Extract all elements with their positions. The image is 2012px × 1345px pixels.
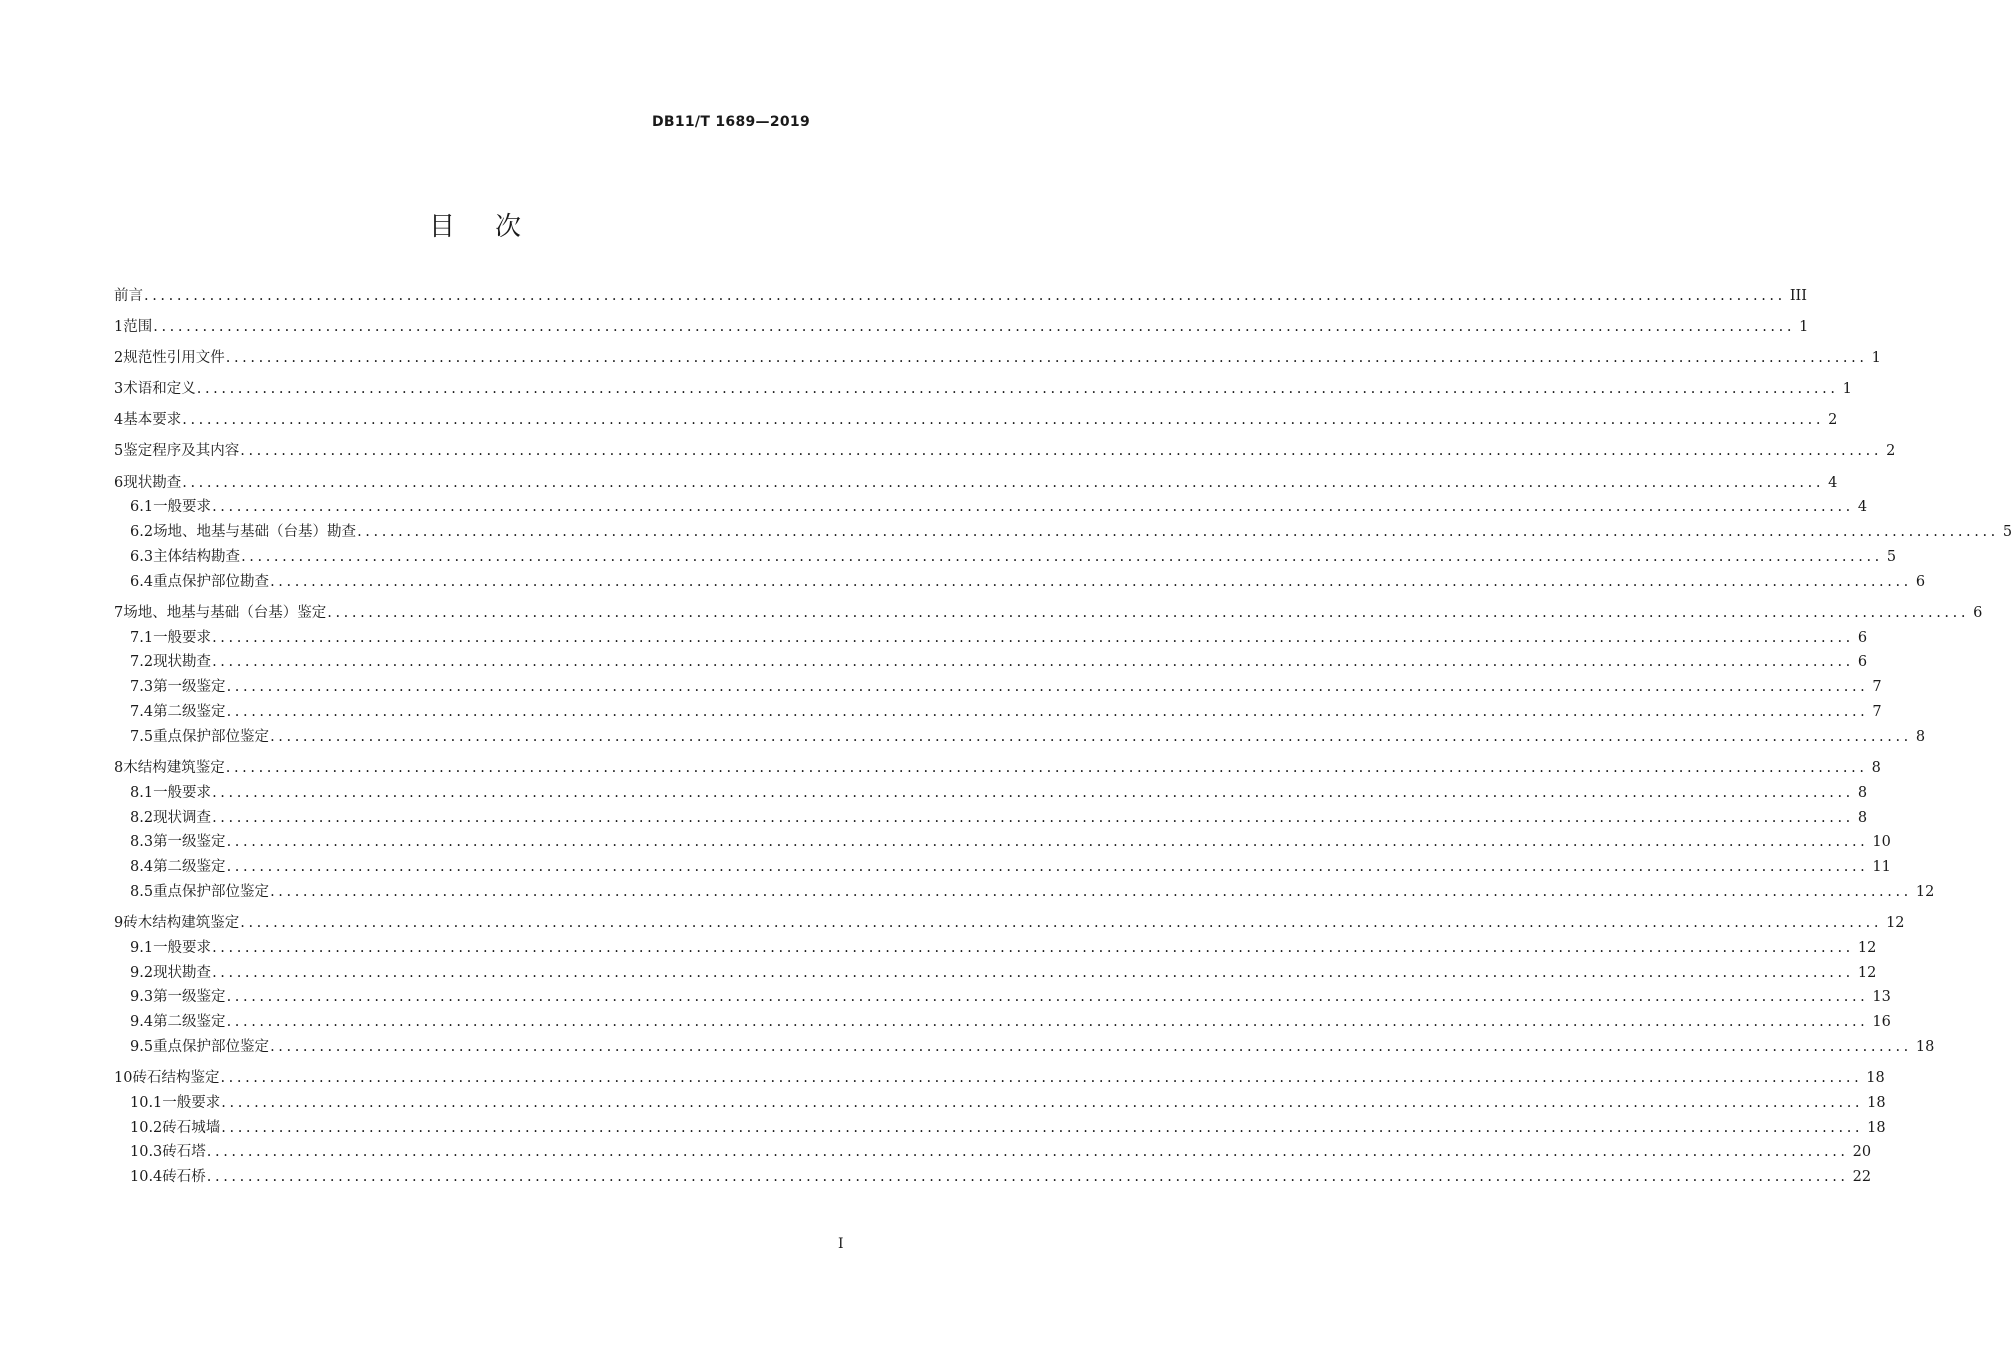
toc-entry-page: 18 — [1867, 1119, 1886, 1136]
toc-leader-dots: ........................................................................................................................................................................................................ — [144, 288, 1786, 304]
toc-entry-label: 现状勘查 — [153, 654, 212, 671]
toc-leader-dots: ........................................................................................................................................................................................................ — [240, 443, 1883, 460]
toc-entry-label: 术语和定义 — [123, 381, 196, 398]
toc-entry[interactable] — [114, 408, 1838, 433]
toc-leader-dots: ........................................................................................................................................................................................................ — [241, 548, 1883, 565]
toc-entry-page: 2 — [1886, 443, 1896, 460]
document-number: DB11/T 1689—2019 — [651, 114, 810, 130]
page-title: 目次 — [428, 212, 561, 242]
toc-leader-dots: ........................................................................................................................................................................................................ — [226, 859, 1869, 876]
toc-entry[interactable] — [114, 346, 1881, 371]
toc-entry[interactable] — [114, 756, 1881, 781]
toc-entry-page: 11 — [1872, 859, 1891, 876]
toc-entry-number: 6 — [114, 474, 124, 491]
toc-leader-dots: ........................................................................................................................................................................................................ — [212, 499, 1854, 516]
toc-entry[interactable] — [114, 471, 1838, 496]
toc-entry-number: 10.2 — [130, 1119, 163, 1136]
toc-entry[interactable] — [114, 1010, 1891, 1035]
toc-entry-number: 7 — [114, 604, 124, 621]
toc-entry-label: 一般要求 — [153, 499, 212, 516]
toc-entry-page: 22 — [1852, 1169, 1872, 1186]
toc-entry-label: 第一级鉴定 — [153, 834, 226, 851]
toc-entry-page: 7 — [1872, 679, 1882, 696]
toc-entry[interactable] — [114, 650, 1868, 675]
toc-entry-label: 现状勘查 — [123, 474, 182, 491]
toc-entry[interactable] — [114, 806, 1868, 831]
toc-entry-number: 7.3 — [130, 679, 154, 696]
toc-entry-label: 第一级鉴定 — [153, 989, 226, 1006]
toc-entry[interactable] — [114, 855, 1891, 880]
toc-entry-label: 前言 — [114, 288, 143, 304]
toc-entry-label: 范围 — [123, 319, 153, 336]
toc-leader-dots: ........................................................................................................................................................................................................ — [206, 1144, 1849, 1161]
toc-entry-page: 12 — [1857, 964, 1877, 981]
toc-entry-number: 8.2 — [130, 809, 154, 826]
toc-entry-page: 1 — [1799, 319, 1809, 336]
toc-leader-dots: ........................................................................................................................................................................................................ — [270, 728, 1912, 745]
toc-entry-page: 6 — [1973, 604, 1983, 621]
toc-entry-label: 重点保护部位勘查 — [153, 573, 270, 590]
toc-entry-number: 8.5 — [130, 883, 154, 900]
toc-entry[interactable] — [114, 545, 1897, 570]
toc-entry[interactable] — [114, 1116, 1886, 1141]
toc-leader-dots: ........................................................................................................................................................................................................ — [196, 381, 1839, 398]
toc-entry-number: 6.2 — [130, 524, 154, 541]
toc-entry-number: 9.4 — [130, 1014, 154, 1031]
toc-entry-number: 7.1 — [130, 629, 154, 646]
toc-leader-dots: ........................................................................................................................................................................................................ — [212, 654, 1854, 671]
toc-entry[interactable] — [114, 985, 1891, 1010]
toc-entry-page: 8 — [1871, 759, 1881, 776]
toc-entry-page: 8 — [1915, 728, 1926, 745]
toc-entry-label: 砖石塔 — [162, 1144, 206, 1161]
toc-entry-page: 4 — [1828, 474, 1838, 491]
toc-entry-label: 砖石桥 — [162, 1169, 206, 1186]
toc-entry[interactable] — [114, 520, 2012, 545]
toc-entry[interactable] — [114, 626, 1868, 651]
toc-leader-dots: ........................................................................................................................................................................................................ — [270, 573, 1912, 590]
toc-leader-dots: ........................................................................................................................................................................................................ — [212, 939, 1854, 956]
toc-entry[interactable] — [114, 700, 1882, 725]
toc-leader-dots: ........................................................................................................................................................................................................ — [226, 1014, 1869, 1031]
toc-entry[interactable] — [114, 284, 1808, 309]
toc-entry[interactable] — [114, 675, 1882, 700]
toc-entry-label: 第二级鉴定 — [153, 859, 226, 876]
toc-leader-dots: ........................................................................................................................................................................................................ — [212, 809, 1854, 826]
toc-entry[interactable] — [114, 570, 1926, 595]
toc-entry-page: 4 — [1857, 499, 1868, 516]
toc-entry[interactable] — [114, 377, 1852, 402]
toc-entry[interactable] — [114, 495, 1868, 520]
toc-entry-page: 8 — [1857, 809, 1868, 826]
toc-entry-page: 1 — [1871, 350, 1881, 367]
toc-entry-label: 现状调查 — [153, 809, 212, 826]
toc-entry-number: 6.3 — [130, 548, 154, 565]
toc-entry-label: 第一级鉴定 — [153, 679, 226, 696]
toc-leader-dots: ........................................................................................................................................................................................................ — [153, 319, 1796, 336]
toc-entry-page: 18 — [1915, 1038, 1935, 1055]
toc-entry-page: 6 — [1857, 629, 1868, 646]
toc-entry-label: 场地、地基与基础（台基）勘查 — [153, 524, 357, 541]
toc-entry-label: 重点保护部位鉴定 — [153, 728, 270, 745]
toc-entry-label: 场地、地基与基础（台基）鉴定 — [123, 604, 327, 621]
toc-entry-label: 主体结构勘查 — [153, 548, 241, 565]
toc-entry-number: 9.2 — [130, 964, 154, 981]
toc-entry-label: 一般要求 — [153, 939, 212, 956]
toc-entry[interactable] — [114, 1140, 1872, 1165]
toc-entry-label: 基本要求 — [123, 412, 182, 429]
toc-entry-page: 18 — [1867, 1094, 1886, 1111]
toc-leader-dots: ........................................................................................................................................................................................................ — [270, 883, 1912, 900]
toc-entry-label: 砖石城墙 — [162, 1119, 221, 1136]
toc-leader-dots: ........................................................................................................................................................................................................ — [226, 989, 1869, 1006]
toc-entry[interactable] — [114, 1035, 1935, 1060]
toc-entry-page: 16 — [1872, 1014, 1891, 1031]
toc-leader-dots: ........................................................................................................................................................................................................ — [357, 524, 1999, 541]
toc-entry-number: 6.1 — [130, 499, 154, 516]
toc-entry-number: 7.2 — [130, 654, 154, 671]
toc-leader-dots: ........................................................................................................................................................................................................ — [212, 964, 1854, 981]
toc-entry-number: 2 — [114, 350, 124, 367]
toc-leader-dots: ........................................................................................................................................................................................................ — [270, 1038, 1912, 1055]
toc-leader-dots: ........................................................................................................................................................................................................ — [182, 474, 1825, 491]
toc-entry-label: 一般要求 — [153, 784, 212, 801]
toc-entry-page: 13 — [1872, 989, 1891, 1006]
toc-entry[interactable] — [114, 911, 1905, 936]
toc-entry-page: 12 — [1857, 939, 1877, 956]
toc-entry-number: 8.1 — [130, 784, 154, 801]
toc-entry[interactable] — [114, 936, 1877, 961]
toc-entry-number: 9.3 — [130, 989, 154, 1006]
toc-entry-number: 9.5 — [130, 1038, 154, 1055]
toc-entry[interactable] — [114, 830, 1891, 855]
toc-entry-page: 1 — [1842, 381, 1852, 398]
toc-leader-dots: ........................................................................................................................................................................................................ — [220, 1070, 1863, 1087]
toc-entry-label: 砖木结构建筑鉴定 — [123, 915, 240, 931]
toc-leader-dots: ........................................................................................................................................................................................................ — [225, 350, 1868, 367]
toc-entry-page: 18 — [1866, 1070, 1885, 1087]
toc-entry-number: 7.5 — [130, 728, 154, 745]
toc-entry-label: 重点保护部位鉴定 — [153, 883, 270, 900]
toc-leader-dots: ........................................................................................................................................................................................................ — [206, 1169, 1849, 1186]
toc-entry-number: 8.4 — [130, 859, 154, 876]
toc-entry-number: 3 — [114, 381, 124, 398]
toc-entry-page: 10 — [1872, 834, 1891, 851]
toc-entry-number: 4 — [114, 412, 124, 429]
toc-entry-page: 5 — [1886, 548, 1897, 565]
toc-leader-dots: ........................................................................................................................................................................................................ — [221, 1094, 1864, 1111]
toc-entry-number: 8.3 — [130, 834, 154, 851]
toc-leader-dots: ........................................................................................................................................................................................................ — [226, 679, 1869, 696]
toc-entry-number: 10 — [114, 1070, 133, 1087]
toc-entry-label: 一般要求 — [153, 629, 212, 646]
toc-entry-page: 2 — [1828, 412, 1838, 429]
toc-entry[interactable] — [114, 1165, 1872, 1190]
toc-entry-page: 8 — [1857, 784, 1868, 801]
toc-entry[interactable] — [114, 601, 1983, 626]
toc-entry-number: 9 — [114, 915, 124, 931]
toc-entry-label: 一般要求 — [162, 1094, 221, 1111]
toc-entry-page: 7 — [1872, 704, 1882, 721]
toc-entry-label: 规范性引用文件 — [123, 350, 225, 367]
toc-entry[interactable] — [114, 439, 1896, 464]
toc-leader-dots: ........................................................................................................................................................................................................ — [221, 1119, 1864, 1136]
toc-entry-page: 6 — [1857, 654, 1868, 671]
toc-entry-number: 9.1 — [130, 939, 154, 956]
toc-entry-page: III — [1789, 288, 1808, 304]
toc-entry-number: 7.4 — [130, 704, 154, 721]
toc-entry-number: 6.4 — [130, 573, 154, 590]
toc-entry[interactable] — [114, 961, 1877, 986]
toc-entry[interactable] — [114, 781, 1868, 806]
page-number: I — [838, 1236, 844, 1252]
toc-entry[interactable] — [114, 880, 1935, 905]
toc-entry-number: 10.1 — [130, 1094, 163, 1111]
toc-entry-number: 10.3 — [130, 1144, 163, 1161]
toc-leader-dots: ........................................................................................................................................................................................................ — [212, 629, 1854, 646]
toc-entry[interactable] — [114, 315, 1809, 340]
toc-entry-label: 现状勘查 — [153, 964, 212, 981]
toc-leader-dots: ........................................................................................................................................................................................................ — [212, 784, 1854, 801]
toc-entry-number: 10.4 — [130, 1169, 163, 1186]
toc-entry-label: 第二级鉴定 — [153, 1014, 226, 1031]
toc-leader-dots: ........................................................................................................................................................................................................ — [327, 604, 1970, 621]
toc-leader-dots: ........................................................................................................................................................................................................ — [240, 915, 1883, 931]
toc-entry-page: 5 — [2002, 524, 2012, 541]
toc-leader-dots: ........................................................................................................................................................................................................ — [225, 759, 1868, 776]
toc-entry-page: 6 — [1915, 573, 1926, 590]
toc-entry-page: 20 — [1852, 1144, 1872, 1161]
toc-entry-page: 12 — [1886, 915, 1905, 931]
toc-entry-label: 第二级鉴定 — [153, 704, 226, 721]
toc-entry[interactable] — [114, 1091, 1886, 1116]
table-of-contents — [114, 284, 2012, 1190]
toc-entry-label: 重点保护部位鉴定 — [153, 1038, 270, 1055]
toc-entry-number: 5 — [114, 443, 124, 460]
toc-leader-dots: ........................................................................................................................................................................................................ — [182, 412, 1825, 429]
toc-entry-label: 鉴定程序及其内容 — [123, 443, 240, 460]
toc-entry[interactable] — [114, 725, 1926, 750]
toc-entry[interactable] — [114, 1066, 1885, 1091]
toc-leader-dots: ........................................................................................................................................................................................................ — [226, 704, 1869, 721]
toc-entry-number: 1 — [114, 319, 124, 336]
toc-leader-dots: ........................................................................................................................................................................................................ — [226, 834, 1869, 851]
toc-entry-label: 砖石结构鉴定 — [132, 1070, 220, 1087]
toc-entry-label: 木结构建筑鉴定 — [123, 759, 225, 776]
toc-entry-number: 8 — [114, 759, 124, 776]
toc-entry-page: 12 — [1915, 883, 1935, 900]
